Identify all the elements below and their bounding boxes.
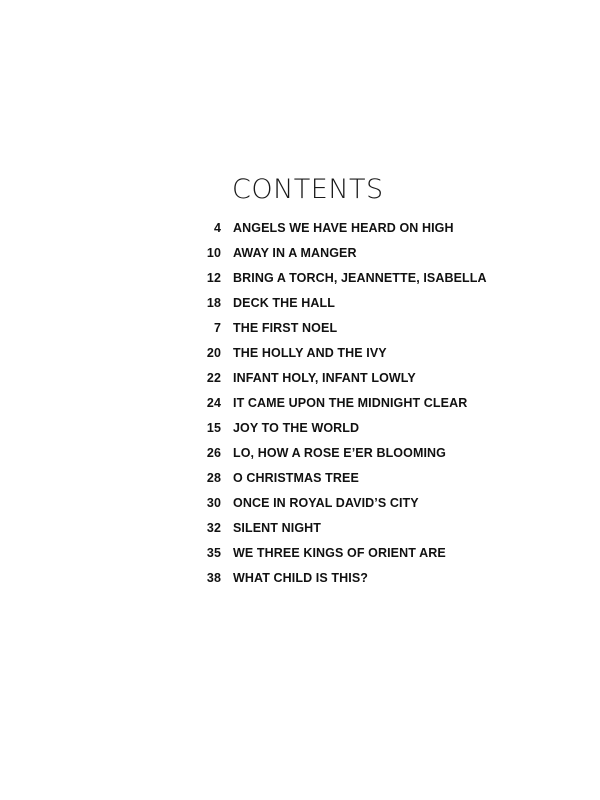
toc-page-number: 12 [206,271,221,285]
toc-entry [190,443,570,468]
toc-page-number: 15 [206,421,221,435]
toc-page-number: 38 [206,571,221,585]
toc-entry [190,268,570,293]
toc-page-number: 24 [206,396,221,410]
table-of-contents [190,218,570,593]
toc-song-title: THE FIRST NOEL [233,321,338,335]
toc-song-title: AWAY IN A MANGER [233,246,357,260]
toc-song-title: IT CAME UPON THE MIDNIGHT CLEAR [233,396,468,410]
toc-page-number: 32 [206,521,221,535]
toc-entry [190,393,570,418]
toc-entry [190,243,570,268]
toc-entry [190,368,570,393]
toc-entry [190,343,570,368]
toc-entry [190,468,570,493]
toc-page-number: 30 [206,496,221,510]
toc-song-title: SILENT NIGHT [233,521,322,535]
toc-song-title: ONCE IN ROYAL DAVID’S CITY [233,496,419,510]
toc-entry [190,318,570,343]
toc-song-title: JOY TO THE WORLD [233,421,360,435]
toc-song-title: ANGELS WE HAVE HEARD ON HIGH [233,221,454,235]
toc-song-title: WHAT CHILD IS THIS? [233,571,368,585]
toc-song-title: WE THREE KINGS OF ORIENT ARE [233,546,446,560]
toc-page-number: 18 [206,296,221,310]
toc-page-number: 26 [206,446,221,460]
toc-song-title: O CHRISTMAS TREE [233,471,359,485]
toc-page-number: 22 [206,371,221,385]
toc-entry [190,518,570,543]
toc-song-title: BRING A TORCH, JEANNETTE, ISABELLA [233,271,487,285]
toc-page-number: 7 [213,321,221,335]
toc-entry [190,218,570,243]
page-title: CONTENTS [232,174,384,205]
toc-page-number: 10 [206,246,221,260]
toc-song-title: THE HOLLY AND THE IVY [233,346,387,360]
toc-page-number: 28 [206,471,221,485]
toc-entry [190,543,570,568]
toc-page-number: 20 [206,346,221,360]
toc-entry [190,568,570,593]
toc-page-number: 35 [206,546,221,560]
toc-page-number: 4 [213,221,221,235]
toc-entry [190,293,570,318]
toc-entry [190,493,570,518]
toc-entry [190,418,570,443]
toc-song-title: DECK THE HALL [233,296,335,310]
toc-song-title: INFANT HOLY, INFANT LOWLY [233,371,416,385]
toc-song-title: LO, HOW A ROSE E’ER BLOOMING [233,446,446,460]
